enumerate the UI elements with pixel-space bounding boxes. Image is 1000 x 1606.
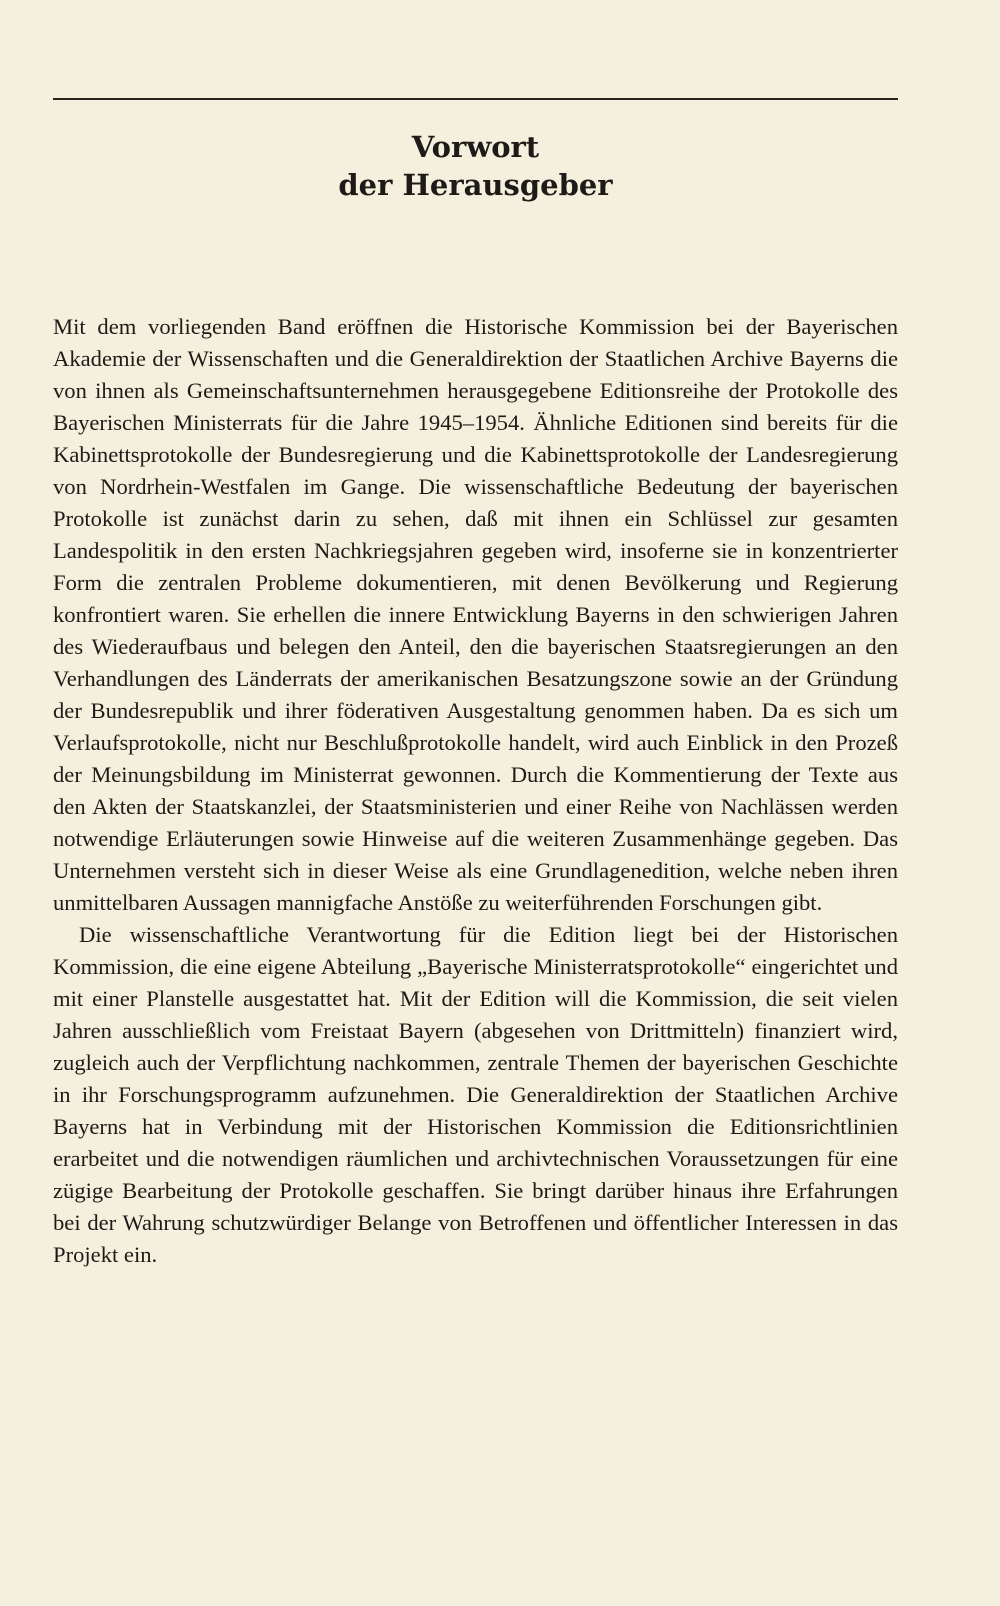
page-title (53, 128, 898, 204)
paragraph-2: Die wissenschaftliche Verantwortung für die Edition liegt bei der Historischen Kommission, die eine eigene Abteilung „Bayerische Ministerratsprotokolle“ eingerichtet und mit einer Planstelle ausgestattet hat. Mit der Edition will die Kommission, die seit vielen Jahren ausschließlich vom Freistaat Bayern (abgesehen von Drittmitteln) finanziert wird, zugleich auch der Verpflichtung nachkommen, zentrale Themen der bayerischen Geschichte in ihr Forschungsprogramm aufzunehmen. Die Generaldirektion der Staatlichen Archive Bayerns hat in Verbindung mit der Historischen Kommission die Editionsrichtlinien erarbeitet und die notwendigen räumlichen und archivtechnischen Voraussetzungen für eine zügige Bearbeitung der Protokolle geschaffen. Sie bringt darüber hinaus ihre Erfahrungen bei der Wahrung schutzwürdiger Belange von Betroffenen und öffentlicher Interessen in das Projekt ein. (53, 922, 898, 1267)
body-text (53, 311, 898, 1271)
title-line-2: der Herausgeber (338, 168, 613, 202)
paragraph-1: Mit dem vorliegenden Band eröffnen die Historische Kommission bei der Bayerischen Akademie der Wissenschaften und die Generaldirektion der Staatlichen Archive Bayerns die von ihnen als Gemeinschaftsunternehmen herausgegebene Editionsreihe der Protokolle des Bayerischen Ministerrats für die Jahre 1945–1954. Ähnliche Editionen sind bereits für die Kabinettsprotokolle der Bundesregierung und die Kabinettsprotokolle der Landesregierung von Nordrhein-Westfalen im Gange. Die wissenschaftliche Bedeutung der bayerischen Protokolle ist zunächst darin zu sehen, daß mit ihnen ein Schlüssel zur gesamten Landespolitik in den ersten Nachkriegsjahren gegeben wird, insoferne sie in konzentrierter Form die zentralen Probleme dokumentieren, mit denen Bevölkerung und Regierung konfrontiert waren. Sie erhellen die innere Entwicklung Bayerns in den schwierigen Jahren des Wiederaufbaus und belegen den Anteil, den die bayerischen Staatsregierungen an den Verhandlungen des Länderrats der amerikanischen Besatzungszone sowie an der Gründung der Bundesrepublik und ihrer föderativen Ausgestaltung genommen haben. Da es sich um Verlaufsprotokolle, nicht nur Beschlußprotokolle handelt, wird auch Einblick in den Prozeß der Meinungsbildung im Ministerrat gewonnen. Durch die Kommentierung der Texte aus den Akten der Staatskanzlei, der Staatsministerien und einer Reihe von Nachlässen werden notwendige Erläuterungen sowie Hinweise auf die weiteren Zusammenhänge gegeben. Das Unternehmen versteht sich in dieser Weise als eine Grundlagenedition, welche neben ihren unmittelbaren Aussagen mannigfache Anstöße zu weiterführenden Forschungen gibt. (53, 314, 898, 915)
header-rule (53, 98, 898, 100)
title-line-1: Vorwort (411, 130, 540, 164)
